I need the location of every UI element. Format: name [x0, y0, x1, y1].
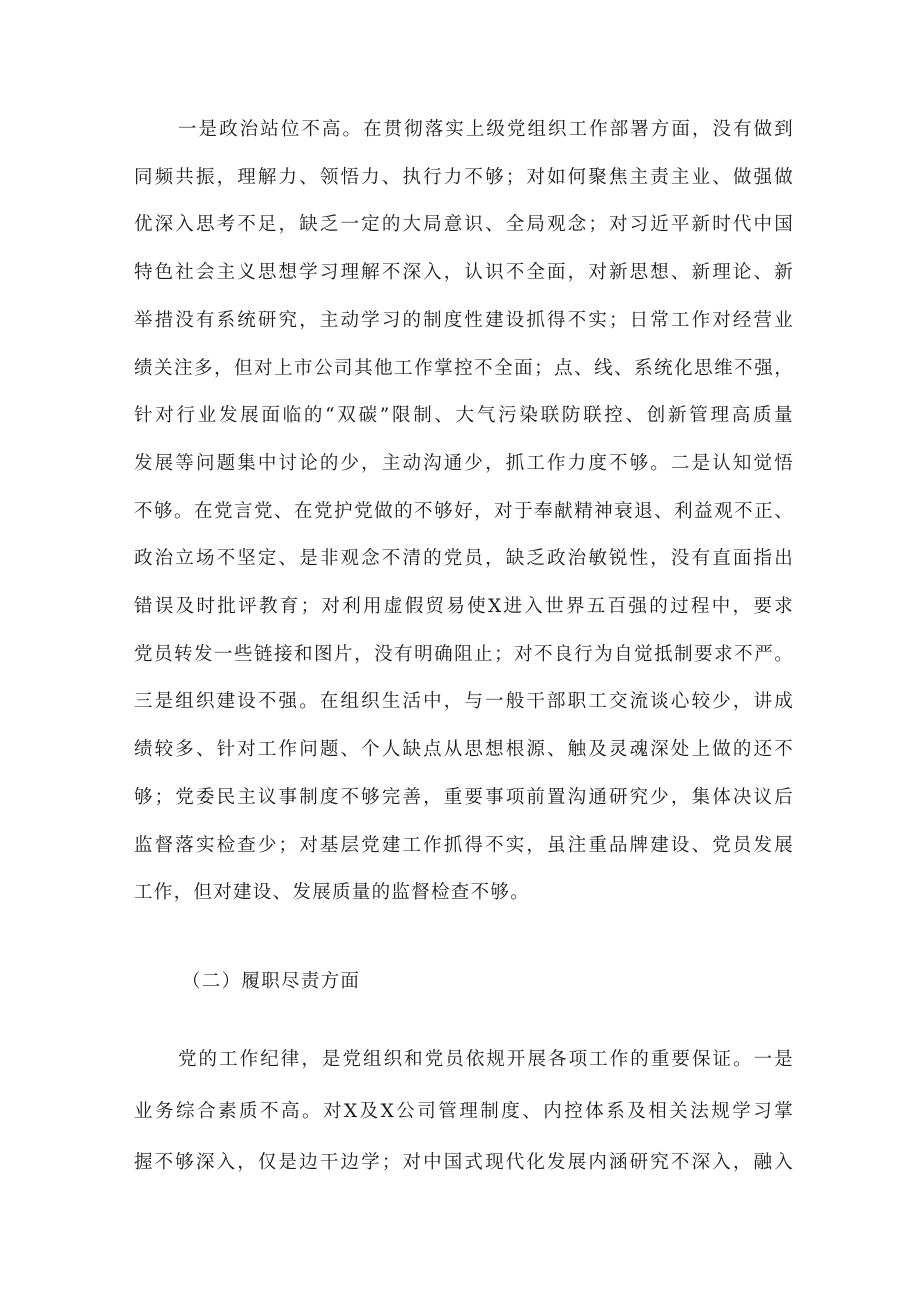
- paragraph-line: 党的工作纪律，是党组织和党员依规开展各项工作的重要保证。一是: [178, 1049, 794, 1070]
- paragraph-line: 针对行业发展面临的“双碳”限制、大气污染联防联控、创新管理高质量: [134, 405, 794, 426]
- paragraph-line: 错误及时批评教育；对利用虚假贸易使X进入世界五百强的过程中，要求: [134, 596, 794, 617]
- paragraph-line: 监督落实检查少；对基层党建工作抓得不实，虽注重品牌建设、党员发展: [134, 835, 794, 856]
- paragraph-line: 举措没有系统研究，主动学习的制度性建设抓得不实；日常工作对经营业: [134, 310, 794, 331]
- paragraph-line: 一是政治站位不高。在贯彻落实上级党组织工作部署方面，没有做到: [178, 119, 794, 140]
- paragraph-line: 工作，但对建设、发展质量的监督检查不够。: [134, 882, 531, 903]
- paragraph-line: 绩较多、针对工作问题、个人缺点从思想根源、触及灵魂深处上做的还不: [134, 739, 794, 760]
- section-heading: （二）履职尽责方面: [182, 971, 361, 992]
- paragraph-line: 优深入思考不足，缺乏一定的大局意识、全局观念；对习近平新时代中国: [134, 214, 794, 235]
- paragraph-line: 党员转发一些链接和图片，没有明确阻止；对不良行为自觉抵制要求不严。: [134, 644, 794, 665]
- paragraph-line: 同频共振，理解力、领悟力、执行力不够；对如何聚焦主责主业、做强做: [134, 167, 794, 188]
- paragraph-line: 绩关注多，但对上市公司其他工作掌控不全面；点、线、系统化思维不强，: [134, 358, 794, 379]
- paragraph-line: 政治立场不坚定、是非观念不清的党员，缺乏政治敏锐性，没有直面指出: [134, 548, 794, 569]
- paragraph-line: 不够。在党言党、在党护党做的不够好，对于奉献精神衰退、利益观不正、: [134, 501, 794, 522]
- paragraph-line: 发展等问题集中讨论的少，主动沟通少，抓工作力度不够。二是认知觉悟: [134, 453, 794, 474]
- paragraph-line: 够；党委民主议事制度不够完善，重要事项前置沟通研究少，集体决议后: [134, 787, 794, 808]
- paragraph-line: 特色社会主义思想学习理解不深入，认识不全面，对新思想、新理论、新: [134, 262, 794, 283]
- paragraph-line: 握不够深入，仅是边干边学；对中国式现代化发展内涵研究不深入，融入: [134, 1152, 794, 1173]
- paragraph-line: 三是组织建设不强。在组织生活中，与一般干部职工交流谈心较少，讲成: [134, 691, 794, 712]
- paragraph-line: 业务综合素质不高。对X及X公司管理制度、内控体系及相关法规学习掌: [134, 1101, 794, 1122]
